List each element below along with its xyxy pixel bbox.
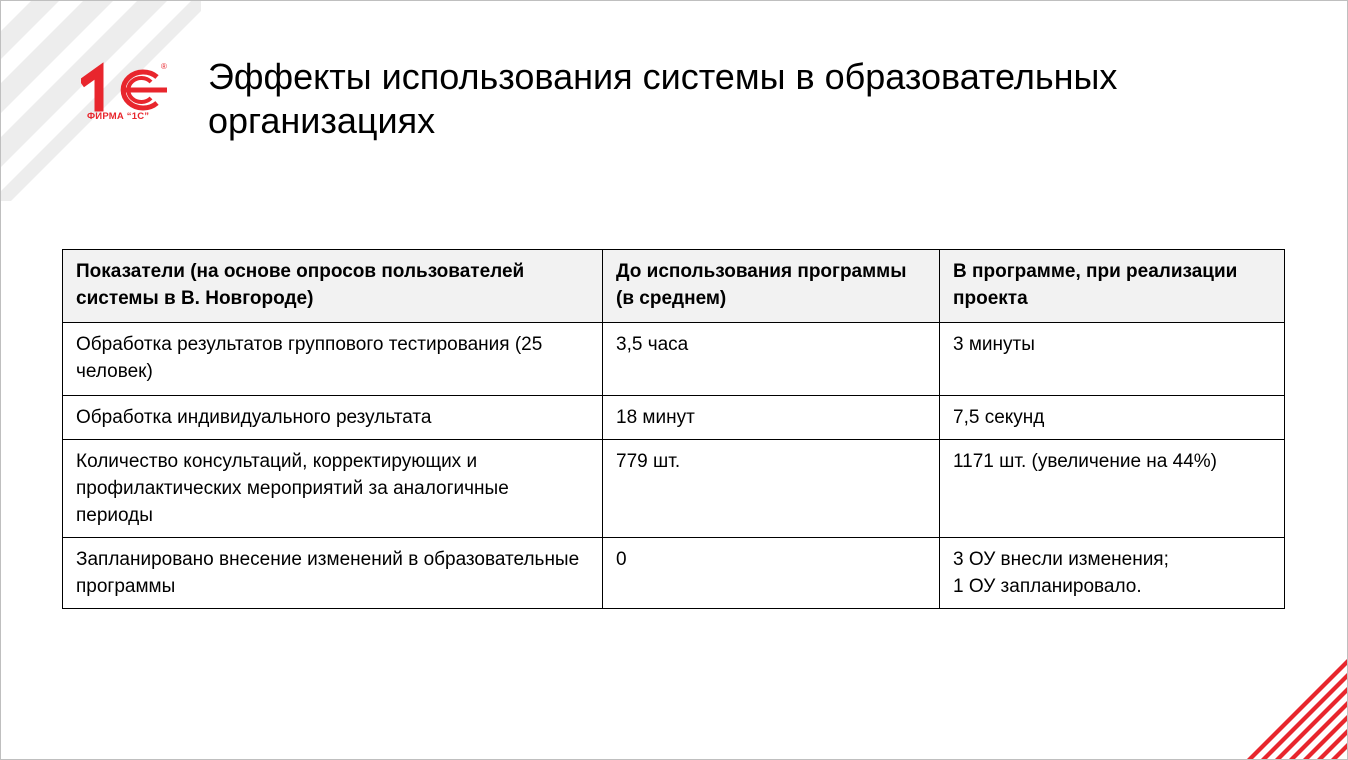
- page-title: Эффекты использования системы в образовательных организациях: [208, 56, 1118, 141]
- header-before: До использования программы (в среднем): [603, 250, 940, 323]
- cell-after: 3 ОУ внесли изменения; 1 ОУ запланировало.: [940, 538, 1285, 609]
- svg-text:®: ®: [161, 62, 167, 71]
- cell-before: 3,5 часа: [603, 323, 940, 396]
- logo-caption: ФИРМА “1С”: [87, 111, 150, 122]
- decorative-stripes-bottom-right: [1247, 659, 1347, 759]
- table-header-row: [63, 250, 1285, 323]
- cell-before: 18 минут: [603, 396, 940, 440]
- cell-indicator: Обработка индивидуального результата: [63, 396, 603, 440]
- table-row: [63, 396, 1285, 440]
- cell-after: 7,5 секунд: [940, 396, 1285, 440]
- table-row: [63, 323, 1285, 396]
- header-after: В программе, при реализации проекта: [940, 250, 1285, 323]
- cell-after: 1171 шт. (увеличение на 44%): [940, 440, 1285, 538]
- cell-indicator: Обработка результатов группового тестирования (25 человек): [63, 323, 603, 396]
- table-row: [63, 538, 1285, 609]
- header-indicators: Показатели (на основе опросов пользователей системы в В. Новгороде): [63, 250, 603, 323]
- cell-indicator: Запланировано внесение изменений в образовательные программы: [63, 538, 603, 609]
- table-row: [63, 440, 1285, 538]
- cell-before: 779 шт.: [603, 440, 940, 538]
- effects-table: [62, 249, 1285, 609]
- cell-indicator: Количество консультаций, корректирующих и профилактических мероприятий за аналогичные периоды: [63, 440, 603, 538]
- cell-after: 3 минуты: [940, 323, 1285, 396]
- cell-before: 0: [603, 538, 940, 609]
